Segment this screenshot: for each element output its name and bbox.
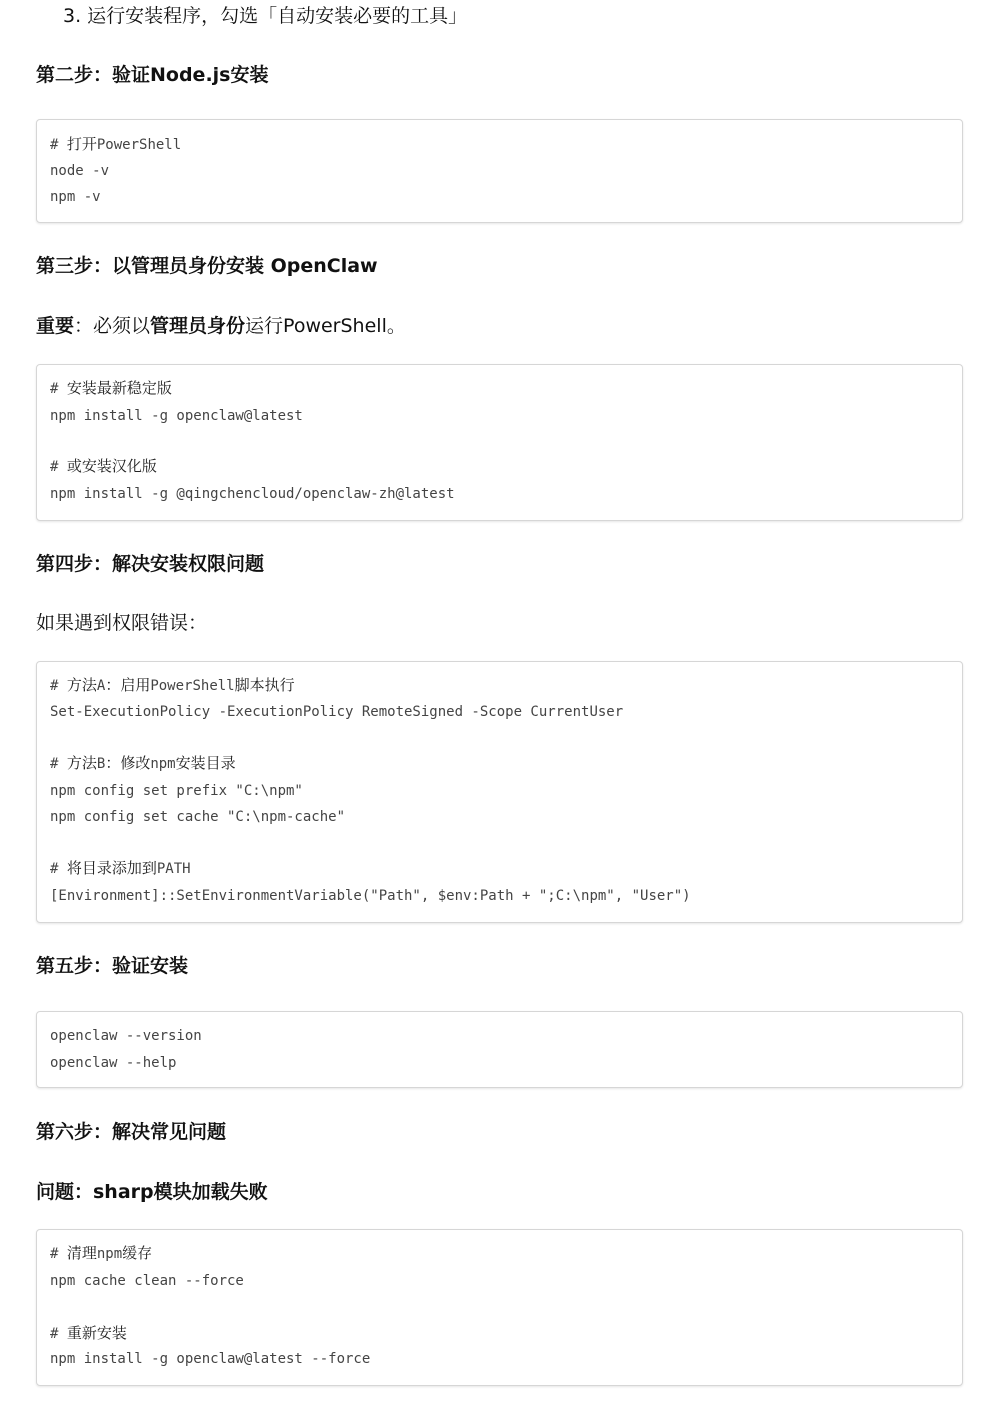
code-line: Set-ExecutionPolicy -ExecutionPolicy RemoteSigned -Scope CurrentUser [50,704,624,720]
code-comment: # 清理npm缓存 [50,1244,153,1262]
step6-heading: 第六步：解决常见问题 [36,1121,227,1143]
code-line: npm config set prefix "C:\npm" [50,783,303,799]
step4-intro: 如果遇到权限错误： [36,612,208,634]
step3-code-block[interactable] [36,364,963,521]
step6-subheading: 问题：sharp模块加载失败 [36,1181,268,1203]
step5-heading: 第五步：验证安装 [36,955,189,977]
code-line: [Environment]::SetEnvironmentVariable("Path", $env:Path + ";C:\npm", "User") [50,888,691,904]
code-line: npm config set cache "C:\npm-cache" [50,809,346,825]
install-step-list-item: 3. 运行安装程序，勾选「自动安装必要的工具」 [63,5,468,27]
step3-heading: 第三步：以管理员身份安装 OpenClaw [36,255,378,277]
step6-code-block[interactable] [36,1229,963,1386]
step5-code-block[interactable] [36,1011,963,1088]
step2-heading: 第二步：验证Node.js安装 [36,64,269,86]
code-line: npm install -g openclaw@latest --force [50,1351,371,1367]
code-line: node -v [50,163,110,179]
code-line: openclaw --version [50,1028,202,1044]
code-comment: # 安装最新稳定版 [50,379,172,397]
code-comment: # 方法B：修改npm安装目录 [50,754,236,772]
step2-code-block[interactable] [36,119,963,223]
code-comment: # 方法A：启用PowerShell脚本执行 [50,676,295,694]
code-line: npm install -g openclaw@latest [50,408,303,424]
code-line: npm install -g @qingchencloud/openclaw-zh@latest [50,486,455,502]
code-comment: # 重新安装 [50,1324,127,1342]
code-line: openclaw --help [50,1055,177,1071]
code-comment: # 将目录添加到PATH [50,859,191,877]
step3-admin-note: 重要：必须以管理员身份运行PowerShell。 [36,315,406,337]
code-comment: # 或安装汉化版 [50,457,157,475]
code-line: npm -v [50,189,101,205]
code-comment: # 打开PowerShell [50,135,182,153]
code-line: npm cache clean --force [50,1273,244,1289]
step4-heading: 第四步：解决安装权限问题 [36,553,265,575]
step4-code-block[interactable] [36,661,963,923]
